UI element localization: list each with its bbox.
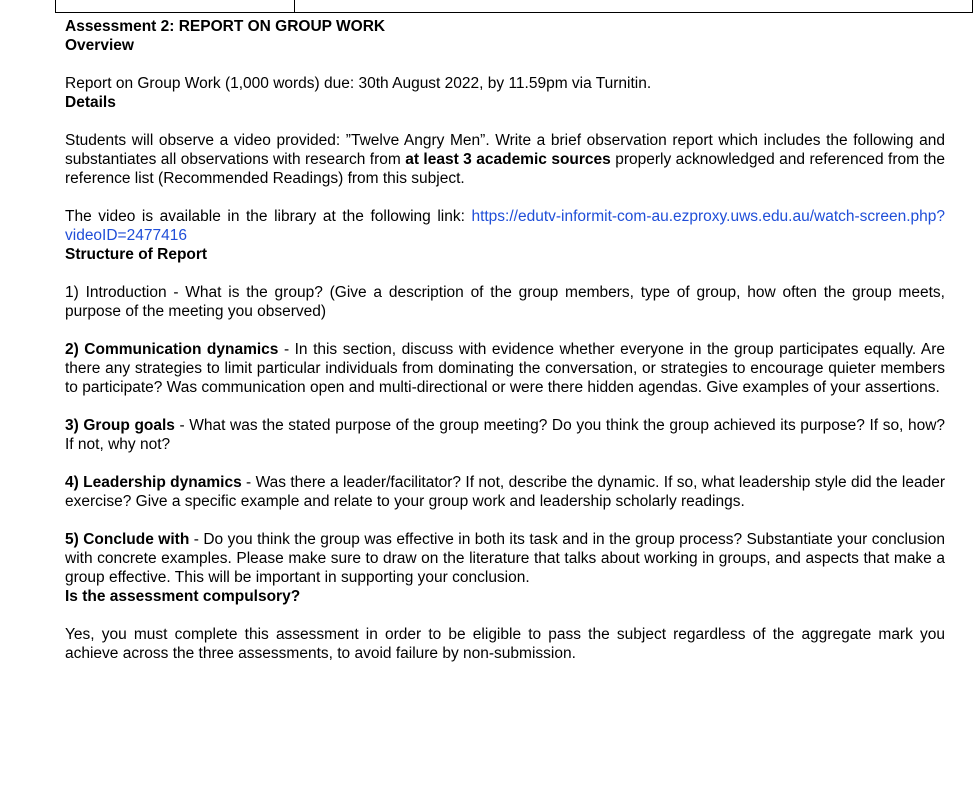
compulsory-text: Yes, you must complete this assessment in order to be eligible to pass the subject regardless of the aggregate mark you achieve across the three assessments, to avoid failure by non-submission.: [65, 626, 945, 662]
structure-heading: Structure of Report: [65, 246, 208, 263]
structure-item-goals: [65, 416, 945, 454]
item-text: - In this section, discuss with evidence whether everyone in the group participates equally. Are there any strategies to limit particular individuals from dominating the conversation, or strategies to encourage quieter members to participate? Was communication open and multi-directional or were there hidden agendas. Give examples of your assertions.: [65, 341, 946, 396]
video-paragraph: [65, 207, 945, 245]
structure-item-introduction: [65, 283, 945, 321]
spacer: [65, 55, 945, 74]
compulsory-heading: Is the assessment compulsory?: [65, 588, 301, 605]
item-bold: 2) Communication dynamics: [65, 341, 279, 358]
item-text: - Do you think the group was effective in both its task and in the group process? Substantiate your conclusion with concrete examples. Please make sure to draw on the literature that talks about working in groups, and aspects that make a group effective. This will be important in supporting your conclusion.: [65, 531, 946, 586]
details-text-1: Students will observe a video provided: ”Twelve Angry Men”. Write a brief observation report which includes the following and substantiates all observations with research from: [65, 132, 945, 168]
structure-item-conclusion: [65, 530, 945, 587]
overview-heading: Overview: [65, 37, 134, 54]
item-text: 1) Introduction - What is the group? (Give a description of the group members, type of group, how often the group meets, purpose of the meeting you observed): [65, 284, 945, 320]
spacer: [65, 511, 945, 530]
item-bold: 5) Conclude with: [65, 531, 190, 548]
details-paragraph: [65, 131, 945, 188]
assessment-title: Assessment 2: REPORT ON GROUP WORK: [65, 18, 386, 35]
spacer: [65, 112, 945, 131]
video-text: The video is available in the library at the following link:: [65, 208, 472, 225]
overview-text: Report on Group Work (1,000 words) due: 30th August 2022, by 11.59pm via Turnitin.: [65, 75, 652, 92]
item-bold: 4) Leadership dynamics: [65, 474, 242, 491]
spacer: [65, 188, 945, 207]
video-link[interactable]: https://edutv-informit-com-au.ezproxy.uws.edu.au/watch-screen.php?videoID=2477416: [65, 208, 945, 244]
table-column-divider: [294, 0, 295, 13]
item-text: - Was there a leader/facilitator? If not, describe the dynamic. If so, what leadership style did the leader exercise? Give a specific example and relate to your group work and leadership scholarly readings.: [65, 474, 946, 510]
structure-item-leadership: [65, 473, 945, 511]
details-heading: Details: [65, 94, 116, 111]
structure-item-communication: [65, 340, 945, 397]
spacer: [65, 321, 945, 340]
table-bottom-border: [55, 0, 973, 13]
spacer: [65, 606, 945, 625]
details-text-2: properly acknowledged and referenced from the reference list (Recommended Readings) from this subject.: [65, 151, 945, 187]
item-bold: 3) Group goals: [65, 417, 175, 434]
item-text: - What was the stated purpose of the group meeting? Do you think the group achieved its purpose? If so, how? If not, why not?: [65, 417, 946, 453]
details-emphasis: at least 3 academic sources: [405, 151, 611, 168]
spacer: [65, 397, 945, 416]
assessment-document: [65, 17, 945, 663]
spacer: [65, 454, 945, 473]
spacer: [65, 264, 945, 283]
